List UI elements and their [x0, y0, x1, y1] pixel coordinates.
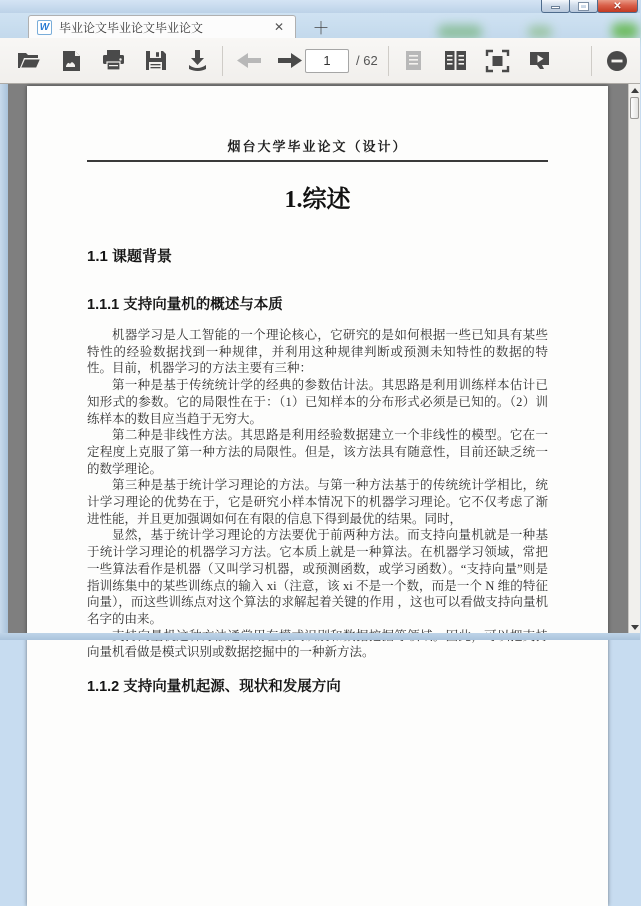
new-tab-button[interactable]: ＋ [312, 18, 330, 38]
paragraph: 向量机看做是模式识别或数据挖掘中的一种新方法。 [87, 645, 375, 660]
tab-title: 毕业论文毕业论文毕业论文 [59, 20, 204, 35]
subsection-heading-2: 1.1.2 支持向量机起源、现状和发展方向 [87, 679, 341, 696]
page-number-input[interactable] [305, 49, 349, 73]
save-floppy-icon [145, 50, 166, 71]
back-button[interactable] [233, 45, 263, 77]
wallpaper-blob [612, 23, 638, 39]
save-button[interactable] [140, 45, 170, 77]
toolbar-separator [222, 46, 223, 76]
tab-bar [0, 13, 640, 38]
scroll-up-icon [631, 88, 639, 93]
wallpaper-blob [438, 25, 482, 39]
subsection-heading-1: 1.1.1 支持向量机的概述与本质 [87, 297, 283, 313]
single-page-view-button[interactable] [399, 45, 429, 77]
slideshow-button[interactable] [525, 45, 555, 77]
window-controls [542, 0, 638, 13]
paragraph: 机器学习是人工智能的一个理论核心，它研究的是如何根据一些已知具有某些特性的经验数据找到一种规律，并利用这种规律判断或预测未知特性的数据的特性。目前，机器学习的方法主要有三种： [87, 328, 548, 376]
zoom-out-button[interactable] [602, 45, 632, 77]
back-arrow-icon [236, 52, 261, 69]
forward-button[interactable] [275, 45, 305, 77]
document-viewport [8, 84, 640, 696]
scroll-down-button[interactable] [629, 621, 641, 633]
maximize-icon [579, 3, 588, 10]
paragraph: 显然，基于统计学习理论的方法要优于前两种方法。而支持向量机就是一种基于统计学习理论的机器学习方法。它本质上就是一种算法。在机器学习领域，常把一些算法看作是机器（又叫学习机器，或预测函数，或学习函数）。“支持向量”则是指训练集中的某些训练点的输入 xi（注意，该 xi 不是一个数，而是一个 N 维的特征向量），而这些训练点对这个算法的求解起着关键的作用 ，这也可以看做支持向量机名字的由来。 [87, 528, 548, 626]
two-page-book-icon [444, 50, 467, 71]
two-page-view-button[interactable] [441, 45, 471, 77]
download-button[interactable] [182, 45, 212, 77]
scrollbar-thumb[interactable] [630, 97, 639, 119]
minimize-button[interactable] [541, 0, 570, 13]
print-button[interactable] [98, 45, 128, 77]
zoom-out-minus-icon [606, 50, 628, 72]
close-window-button[interactable] [597, 0, 638, 13]
slideshow-play-icon [529, 50, 550, 71]
word-doc-icon: W [37, 20, 52, 35]
section-heading: 1.1 课题背景 [87, 248, 173, 265]
single-page-icon [405, 50, 422, 71]
save-as-image-button[interactable] [56, 45, 86, 77]
body-text [87, 327, 548, 661]
fit-screen-button[interactable] [483, 45, 513, 77]
paragraph: 第三种是基于统计学习理论的方法。与第一种方法基于的传统统计学相比，统计学习理论的优势在于，它是研究小样本情况下的机器学习理论。它不仅考虑了渐进性能，并且更加强调如何在有限的信息下得到最优的结果。同时， [87, 478, 548, 526]
toolbar [0, 38, 640, 84]
maximize-button[interactable] [569, 0, 598, 13]
close-icon: ✕ [613, 0, 622, 12]
close-tab-icon[interactable]: ✕ [273, 20, 284, 34]
fit-screen-icon [486, 50, 509, 72]
toolbar-separator [591, 46, 592, 76]
page-count-label: / 62 [356, 53, 378, 68]
window-bottom-frame [0, 633, 640, 640]
paragraph: 第二种是非线性方法。其思路是利用经验数据建立一个非线性的模型。它在一定程度上克服了第一种方法的局限性。但是，该方法具有随意性，目前还缺乏统一的数学理论。 [87, 428, 548, 476]
page-header: 烟台大学毕业论文（设计） [87, 136, 548, 162]
printer-icon [102, 50, 125, 71]
minimize-icon [551, 6, 560, 9]
forward-arrow-icon [278, 52, 303, 69]
wallpaper-blob [528, 26, 552, 38]
download-icon [187, 50, 208, 71]
document-tab[interactable] [28, 15, 296, 38]
chapter-title: 1.综述 [284, 187, 351, 213]
pdf-page [27, 86, 608, 906]
toolbar-separator [388, 46, 389, 76]
window-left-frame [0, 84, 8, 633]
open-file-button[interactable] [14, 45, 44, 77]
scroll-down-icon [631, 625, 639, 630]
image-doc-icon [62, 50, 81, 72]
open-folder-icon [17, 51, 41, 70]
vertical-scrollbar[interactable] [628, 84, 640, 633]
scroll-up-button[interactable] [629, 84, 641, 96]
paragraph: 第一种是基于传统统计学的经典的参数估计法。其思路是利用训练样本估计已知形式的参数。它的局限性在于：（1）已知样本的分布形式必须是已知的。（2）训练样本的数目应当趋于无穷大。 [87, 378, 548, 426]
window-titlebar [0, 0, 640, 13]
